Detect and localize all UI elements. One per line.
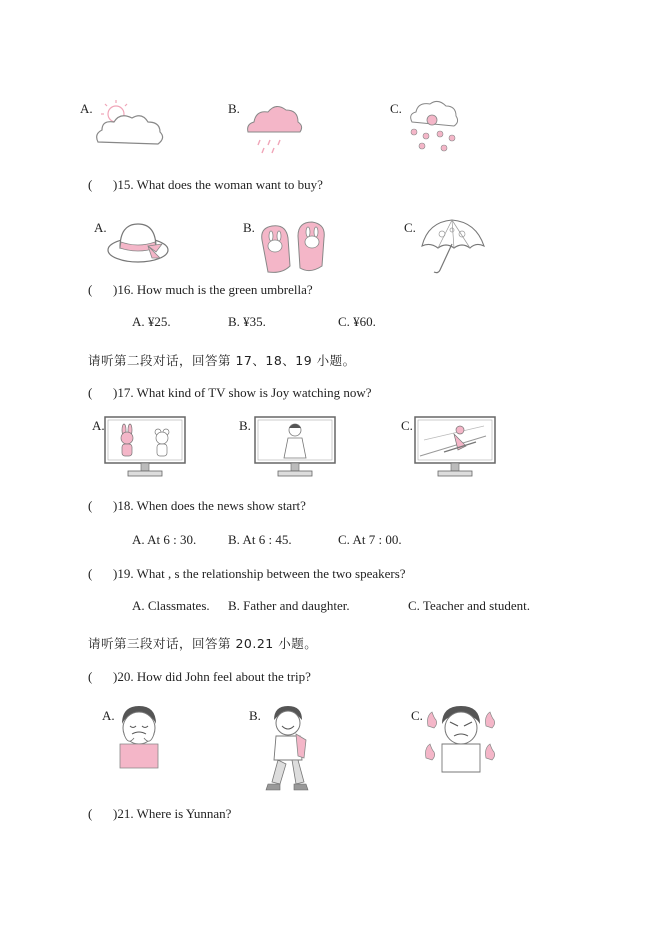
- umbrella-icon: [418, 218, 486, 278]
- q20-option-c-label: C.: [411, 708, 423, 723]
- rain-cloud-icon: [244, 98, 304, 156]
- q17-option-b-label: B.: [239, 418, 251, 433]
- q18-answer-a[interactable]: A. At 6 : 30.: [132, 532, 197, 547]
- q17-option-a-label: A.: [92, 418, 105, 433]
- q16-answer-b[interactable]: B. ¥35.: [228, 314, 266, 329]
- q15-paren[interactable]: (: [88, 177, 93, 192]
- q15-option-a-label: A.: [94, 220, 107, 235]
- q19-answer-a[interactable]: A. Classmates.: [132, 598, 210, 613]
- q16-paren[interactable]: (: [88, 282, 93, 297]
- section-2-instruction: 请听第二段对话，回答第 17、18、19 小题。: [88, 353, 356, 368]
- tv-sports-icon: [414, 416, 496, 478]
- q17-option-c-label: C.: [401, 418, 413, 433]
- q18-answer-c[interactable]: C. At 7 : 00.: [338, 532, 402, 547]
- q20-question: )20. How did John feel about the trip?: [113, 669, 311, 684]
- q14-option-b-label: B.: [228, 101, 240, 116]
- q15-option-b-label: B.: [243, 220, 255, 235]
- angry-boy-icon: [424, 704, 498, 774]
- sun-cloud-icon: [92, 98, 167, 150]
- mittens-icon: [256, 218, 331, 276]
- q16-answer-a[interactable]: A. ¥25.: [132, 314, 171, 329]
- q14-option-c-label: C.: [390, 101, 402, 116]
- section-3-instruction: 请听第三段对话，回答第 20.21 小题。: [88, 636, 318, 651]
- q21-question: )21. Where is Yunnan?: [113, 806, 232, 821]
- q18-answer-b[interactable]: B. At 6 : 45.: [228, 532, 292, 547]
- hat-icon: [106, 218, 174, 270]
- q19-answer-b[interactable]: B. Father and daughter.: [228, 598, 350, 613]
- q19-answer-c[interactable]: C. Teacher and student.: [408, 598, 530, 613]
- q16-answer-c[interactable]: C. ¥60.: [338, 314, 376, 329]
- crying-boy-icon: [114, 704, 164, 770]
- snow-cloud-icon: [404, 96, 464, 154]
- q15-question: )15. What does the woman want to buy?: [113, 177, 323, 192]
- q20-paren[interactable]: (: [88, 669, 93, 684]
- q20-option-a-label: A.: [102, 708, 115, 723]
- q18-paren[interactable]: (: [88, 498, 93, 513]
- q15-option-c-label: C.: [404, 220, 416, 235]
- q14-option-a-label: A.: [80, 101, 93, 116]
- tv-news-icon: [254, 416, 336, 478]
- tv-cartoon-icon: [104, 416, 186, 478]
- q21-paren[interactable]: (: [88, 806, 93, 821]
- q18-question: )18. When does the news show start?: [113, 498, 306, 513]
- q16-question: )16. How much is the green umbrella?: [113, 282, 313, 297]
- happy-boy-walking-icon: [262, 704, 312, 792]
- q19-paren[interactable]: (: [88, 566, 93, 581]
- q20-option-b-label: B.: [249, 708, 261, 723]
- q17-paren[interactable]: (: [88, 385, 93, 400]
- q17-question: )17. What kind of TV show is Joy watching now?: [113, 385, 372, 400]
- q19-question: )19. What , s the relationship between the two speakers?: [113, 566, 406, 581]
